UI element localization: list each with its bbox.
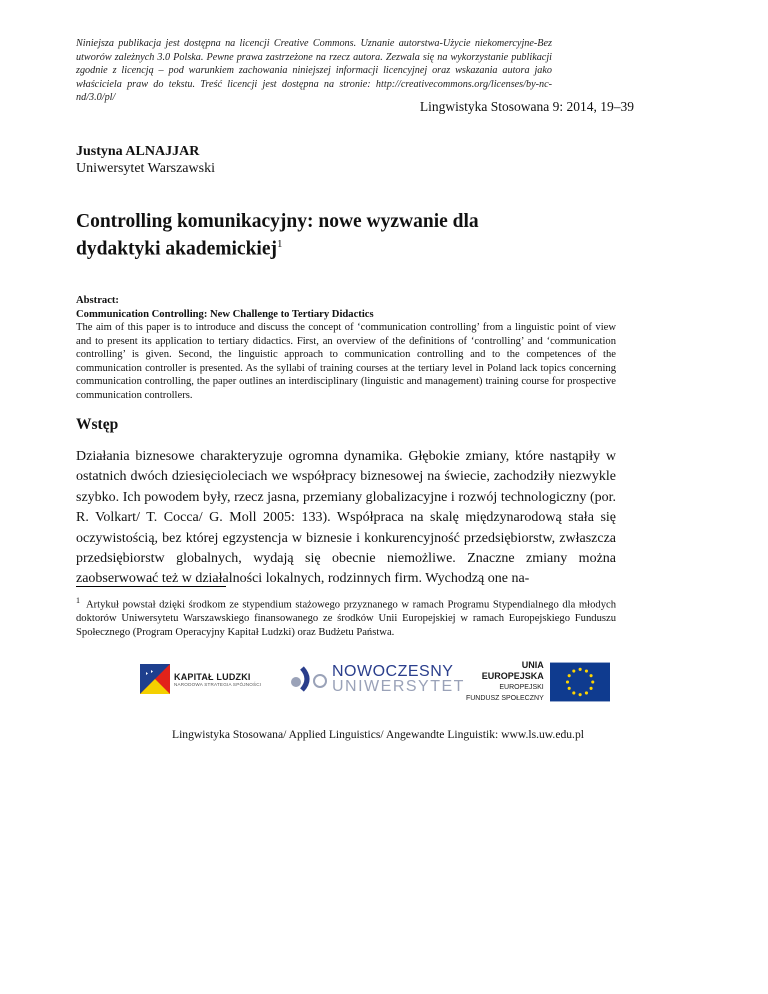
eu-star-icon [585, 670, 588, 673]
section-body: Działania biznesowe charakteryzuje ogromna dynamika. Głębokie zmiany, które nastąpiły w ostatnich dwóch dziesięcioleciach we współpracy biznesowej na świecie, zachodziły niezwykle szybko. Ich powodem były, rzecz jasna, przemiany globalizacyjne i rozwój technologiczny (por. R. Volkart/ T. Cocca/ G. Moll 2005: 133). Współpraca na skalę międzynarodową stała się oczywistością, bez której egzystencja w biznesie i konkurencyjność przedsiębiorstw, zwłaszcza przedsiębiorstw globalnych, wydają się obecnie niemożliwe. Znaczne zmiany można zaobserwować też w działalności lokalnych, rodzinnych firm. Wychodzą one na- [76, 449, 616, 587]
author-block [76, 143, 215, 177]
footnote-divider [76, 586, 226, 587]
nowoczesny-uniwersytet-mark-icon [290, 664, 328, 694]
ue-line-1: UNIA EUROPEJSKA [481, 660, 544, 681]
eu-flag-icon [550, 662, 610, 702]
eu-star-icon [567, 674, 570, 677]
author-name: Justyna ALNAJJAR [76, 144, 200, 159]
abstract-english-title: Communication Controlling: New Challenge to Tertiary Didactics [76, 308, 374, 320]
ue-line-2: EUROPEJSKI [499, 684, 544, 691]
abstract-text: The aim of this paper is to introduce and discuss the concept of ‘communication controlling’ from a linguistic point of view and to present its application to tertiary didactics. First, an overview of the definitions of ‘controlling’ and ‘communication controlling’ is given. Second, the linguistic approach to communication controlling and to the competences of the communication controller is presented. As the syllabi of training courses at the tertiary level in Poland lack topics concerning communication controlling, the paper outlines an interdisciplinary (linguistic and management) training course for prospective communication controllers. [76, 322, 616, 401]
eu-star-icon [589, 674, 592, 677]
license-notice: Niniejsza publikacja jest dostępna na licencji Creative Commons. Uznanie autorstwa-Użycie niekomercyjne-Bez utworów zależnych 3.0 Polska. Pewne prawa zastrzeżone na rzecz autora. Zezwala się na wykorzystanie publikacji zgodnie z licencją – pod warunkiem zachowania niniejszej informacji licencyjnej oraz wskazania autora jako właściciela praw do tekstu. Treść licencji jest dostępna na stronie: http://creativecommons.org/licenses/by-nc-nd/3.0/pl/ [76, 38, 552, 103]
kapital-ludzki-title: KAPITAŁ LUDZKI [174, 671, 251, 682]
nowoczesny-uniwersytet-logo [290, 664, 465, 694]
unia-europejska-logo [460, 660, 610, 704]
footnote [76, 594, 616, 639]
nowoczesny-line: NOWOCZESNY [332, 663, 454, 680]
unia-europejska-text [460, 660, 544, 704]
article-title [76, 210, 556, 261]
eu-star-icon [572, 691, 575, 694]
footnote-text: Artykuł powstał dzięki środkom ze stypendium stażowego przyznanego w ramach Programu Stypendialnego dla młodych doktorów Uniwersytetu Warszawskiego finansowanego ze środków Unii Europejskiej w ramach Europejskiego Funduszu Społecznego (Program Operacyjny Kapitał Ludzki) oraz Budżetu Państwa. [76, 599, 616, 638]
journal-citation: Lingwistyka Stosowana 9: 2014, 19–39 [419, 99, 634, 114]
section-heading: Wstęp [76, 416, 119, 433]
eu-star-icon [567, 687, 570, 690]
eu-star-icon [572, 670, 575, 673]
ue-line-3: FUNDUSZ SPOŁECZNY [465, 695, 544, 702]
abstract [76, 294, 616, 402]
kapital-ludzki-subtitle: NARODOWA STRATEGIA SPÓJNOŚCI [174, 681, 262, 687]
eu-star-icon [585, 691, 588, 694]
article-title-text: Controlling komunikacyjny: nowe wyzwanie dla dydaktyki akademickiej [76, 211, 479, 260]
eu-star-icon [578, 668, 581, 671]
eu-star-icon [591, 680, 594, 683]
kapital-ludzki-mark-icon [140, 664, 170, 694]
footnote-mark: 1 [76, 596, 80, 605]
nowoczesny-uniwersytet-text [332, 664, 465, 694]
eu-star-icon [589, 687, 592, 690]
author-affiliation: Uniwersytet Warszawski [76, 161, 215, 176]
kapital-ludzki-logo [140, 664, 261, 694]
funding-logos [140, 660, 610, 710]
title-footnote-mark: 1 [277, 238, 283, 250]
abstract-label: Abstract: [76, 295, 119, 306]
eu-star-icon [566, 680, 569, 683]
uniwersytet-line: UNIWERSYTET [332, 678, 465, 695]
eu-star-icon [578, 693, 581, 696]
journal-footer: Lingwistyka Stosowana/ Applied Linguistics/ Angewandte Linguistik: www.ls.uw.edu.pl [172, 728, 584, 741]
kapital-ludzki-text [174, 672, 261, 687]
page [76, 0, 692, 994]
